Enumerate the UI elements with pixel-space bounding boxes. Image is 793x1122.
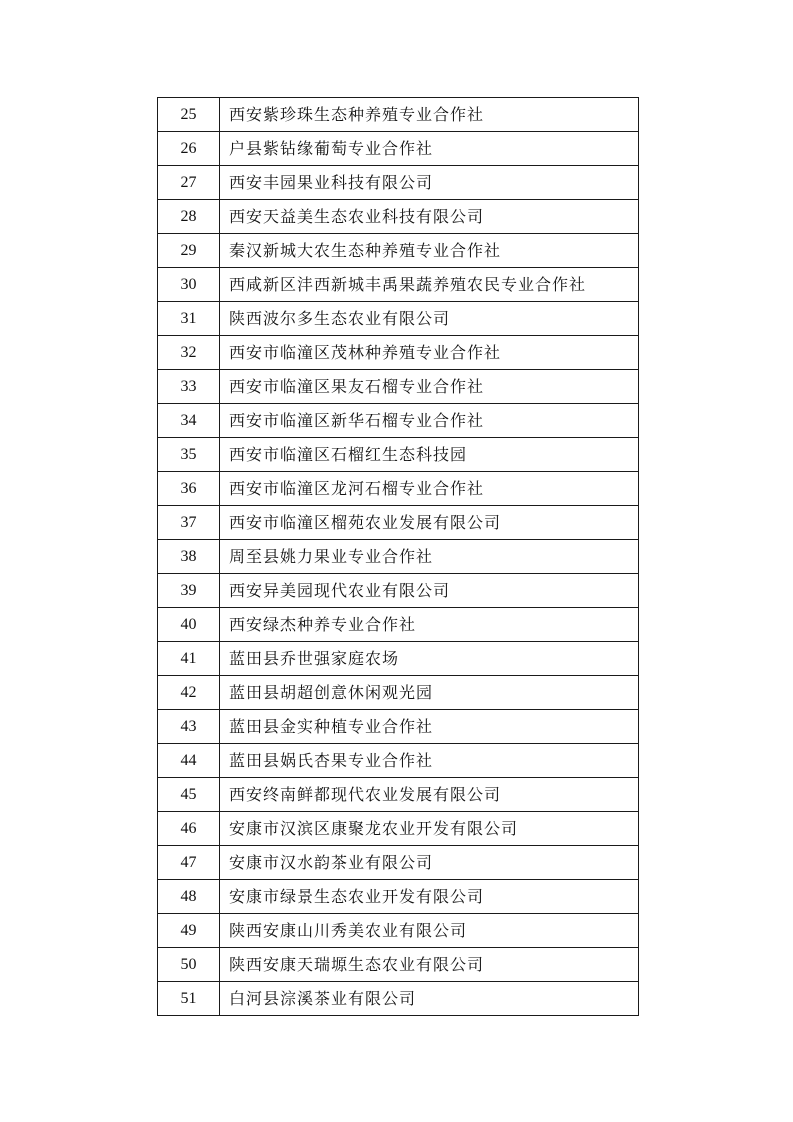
row-number: 43 [158, 710, 220, 744]
table-row [158, 370, 639, 404]
organization-name: 西咸新区沣西新城丰禹果蔬养殖农民专业合作社 [220, 268, 639, 302]
table-row [158, 438, 639, 472]
row-number: 48 [158, 880, 220, 914]
row-number: 32 [158, 336, 220, 370]
row-number: 30 [158, 268, 220, 302]
organization-name: 蓝田县金实种植专业合作社 [220, 710, 639, 744]
table-row [158, 574, 639, 608]
row-number: 29 [158, 234, 220, 268]
row-number: 40 [158, 608, 220, 642]
row-number: 46 [158, 812, 220, 846]
organization-name: 西安市临潼区茂林种养殖专业合作社 [220, 336, 639, 370]
organization-name: 西安终南鲜都现代农业发展有限公司 [220, 778, 639, 812]
table-row [158, 234, 639, 268]
row-number: 36 [158, 472, 220, 506]
table-row [158, 744, 639, 778]
organization-name: 西安市临潼区榴苑农业发展有限公司 [220, 506, 639, 540]
table-row [158, 642, 639, 676]
organization-name: 西安市临潼区新华石榴专业合作社 [220, 404, 639, 438]
table-body [158, 98, 639, 1016]
row-number: 35 [158, 438, 220, 472]
organization-name: 西安紫珍珠生态种养殖专业合作社 [220, 98, 639, 132]
table-row [158, 812, 639, 846]
row-number: 47 [158, 846, 220, 880]
organization-name: 西安异美园现代农业有限公司 [220, 574, 639, 608]
organization-name: 西安丰园果业科技有限公司 [220, 166, 639, 200]
organization-name: 西安市临潼区果友石榴专业合作社 [220, 370, 639, 404]
organization-name: 安康市汉水韵茶业有限公司 [220, 846, 639, 880]
row-number: 51 [158, 982, 220, 1016]
organization-name: 西安天益美生态农业科技有限公司 [220, 200, 639, 234]
row-number: 28 [158, 200, 220, 234]
table-row [158, 710, 639, 744]
organization-name: 安康市汉滨区康聚龙农业开发有限公司 [220, 812, 639, 846]
row-number: 41 [158, 642, 220, 676]
table-row [158, 166, 639, 200]
organization-name: 蓝田县娲氏杏果专业合作社 [220, 744, 639, 778]
table-row [158, 98, 639, 132]
row-number: 38 [158, 540, 220, 574]
organization-name: 蓝田县胡超创意休闲观光园 [220, 676, 639, 710]
organization-name: 西安市临潼区龙河石榴专业合作社 [220, 472, 639, 506]
table-row [158, 268, 639, 302]
organization-name: 陕西波尔多生态农业有限公司 [220, 302, 639, 336]
table-row [158, 472, 639, 506]
organization-name: 西安市临潼区石榴红生态科技园 [220, 438, 639, 472]
row-number: 42 [158, 676, 220, 710]
row-number: 50 [158, 948, 220, 982]
organization-name: 陕西安康山川秀美农业有限公司 [220, 914, 639, 948]
table-row [158, 200, 639, 234]
row-number: 34 [158, 404, 220, 438]
row-number: 49 [158, 914, 220, 948]
table-row [158, 846, 639, 880]
table-row [158, 540, 639, 574]
organization-name: 西安绿杰种养专业合作社 [220, 608, 639, 642]
organization-name: 陕西安康天瑞塬生态农业有限公司 [220, 948, 639, 982]
row-number: 25 [158, 98, 220, 132]
table-row [158, 404, 639, 438]
table-row [158, 880, 639, 914]
table-row [158, 676, 639, 710]
row-number: 39 [158, 574, 220, 608]
row-number: 45 [158, 778, 220, 812]
row-number: 31 [158, 302, 220, 336]
table-row [158, 948, 639, 982]
organization-name: 白河县淙溪茶业有限公司 [220, 982, 639, 1016]
enterprise-list-table [157, 97, 639, 1016]
row-number: 26 [158, 132, 220, 166]
organization-name: 周至县姚力果业专业合作社 [220, 540, 639, 574]
table-row [158, 506, 639, 540]
row-number: 44 [158, 744, 220, 778]
table-row [158, 778, 639, 812]
table-row [158, 302, 639, 336]
organization-name: 安康市绿景生态农业开发有限公司 [220, 880, 639, 914]
table-row [158, 608, 639, 642]
table-row [158, 982, 639, 1016]
organization-name: 秦汉新城大农生态种养殖专业合作社 [220, 234, 639, 268]
organization-name: 户县紫钻缘葡萄专业合作社 [220, 132, 639, 166]
table-row [158, 336, 639, 370]
row-number: 27 [158, 166, 220, 200]
table-row [158, 132, 639, 166]
row-number: 33 [158, 370, 220, 404]
row-number: 37 [158, 506, 220, 540]
table-row [158, 914, 639, 948]
organization-name: 蓝田县乔世强家庭农场 [220, 642, 639, 676]
